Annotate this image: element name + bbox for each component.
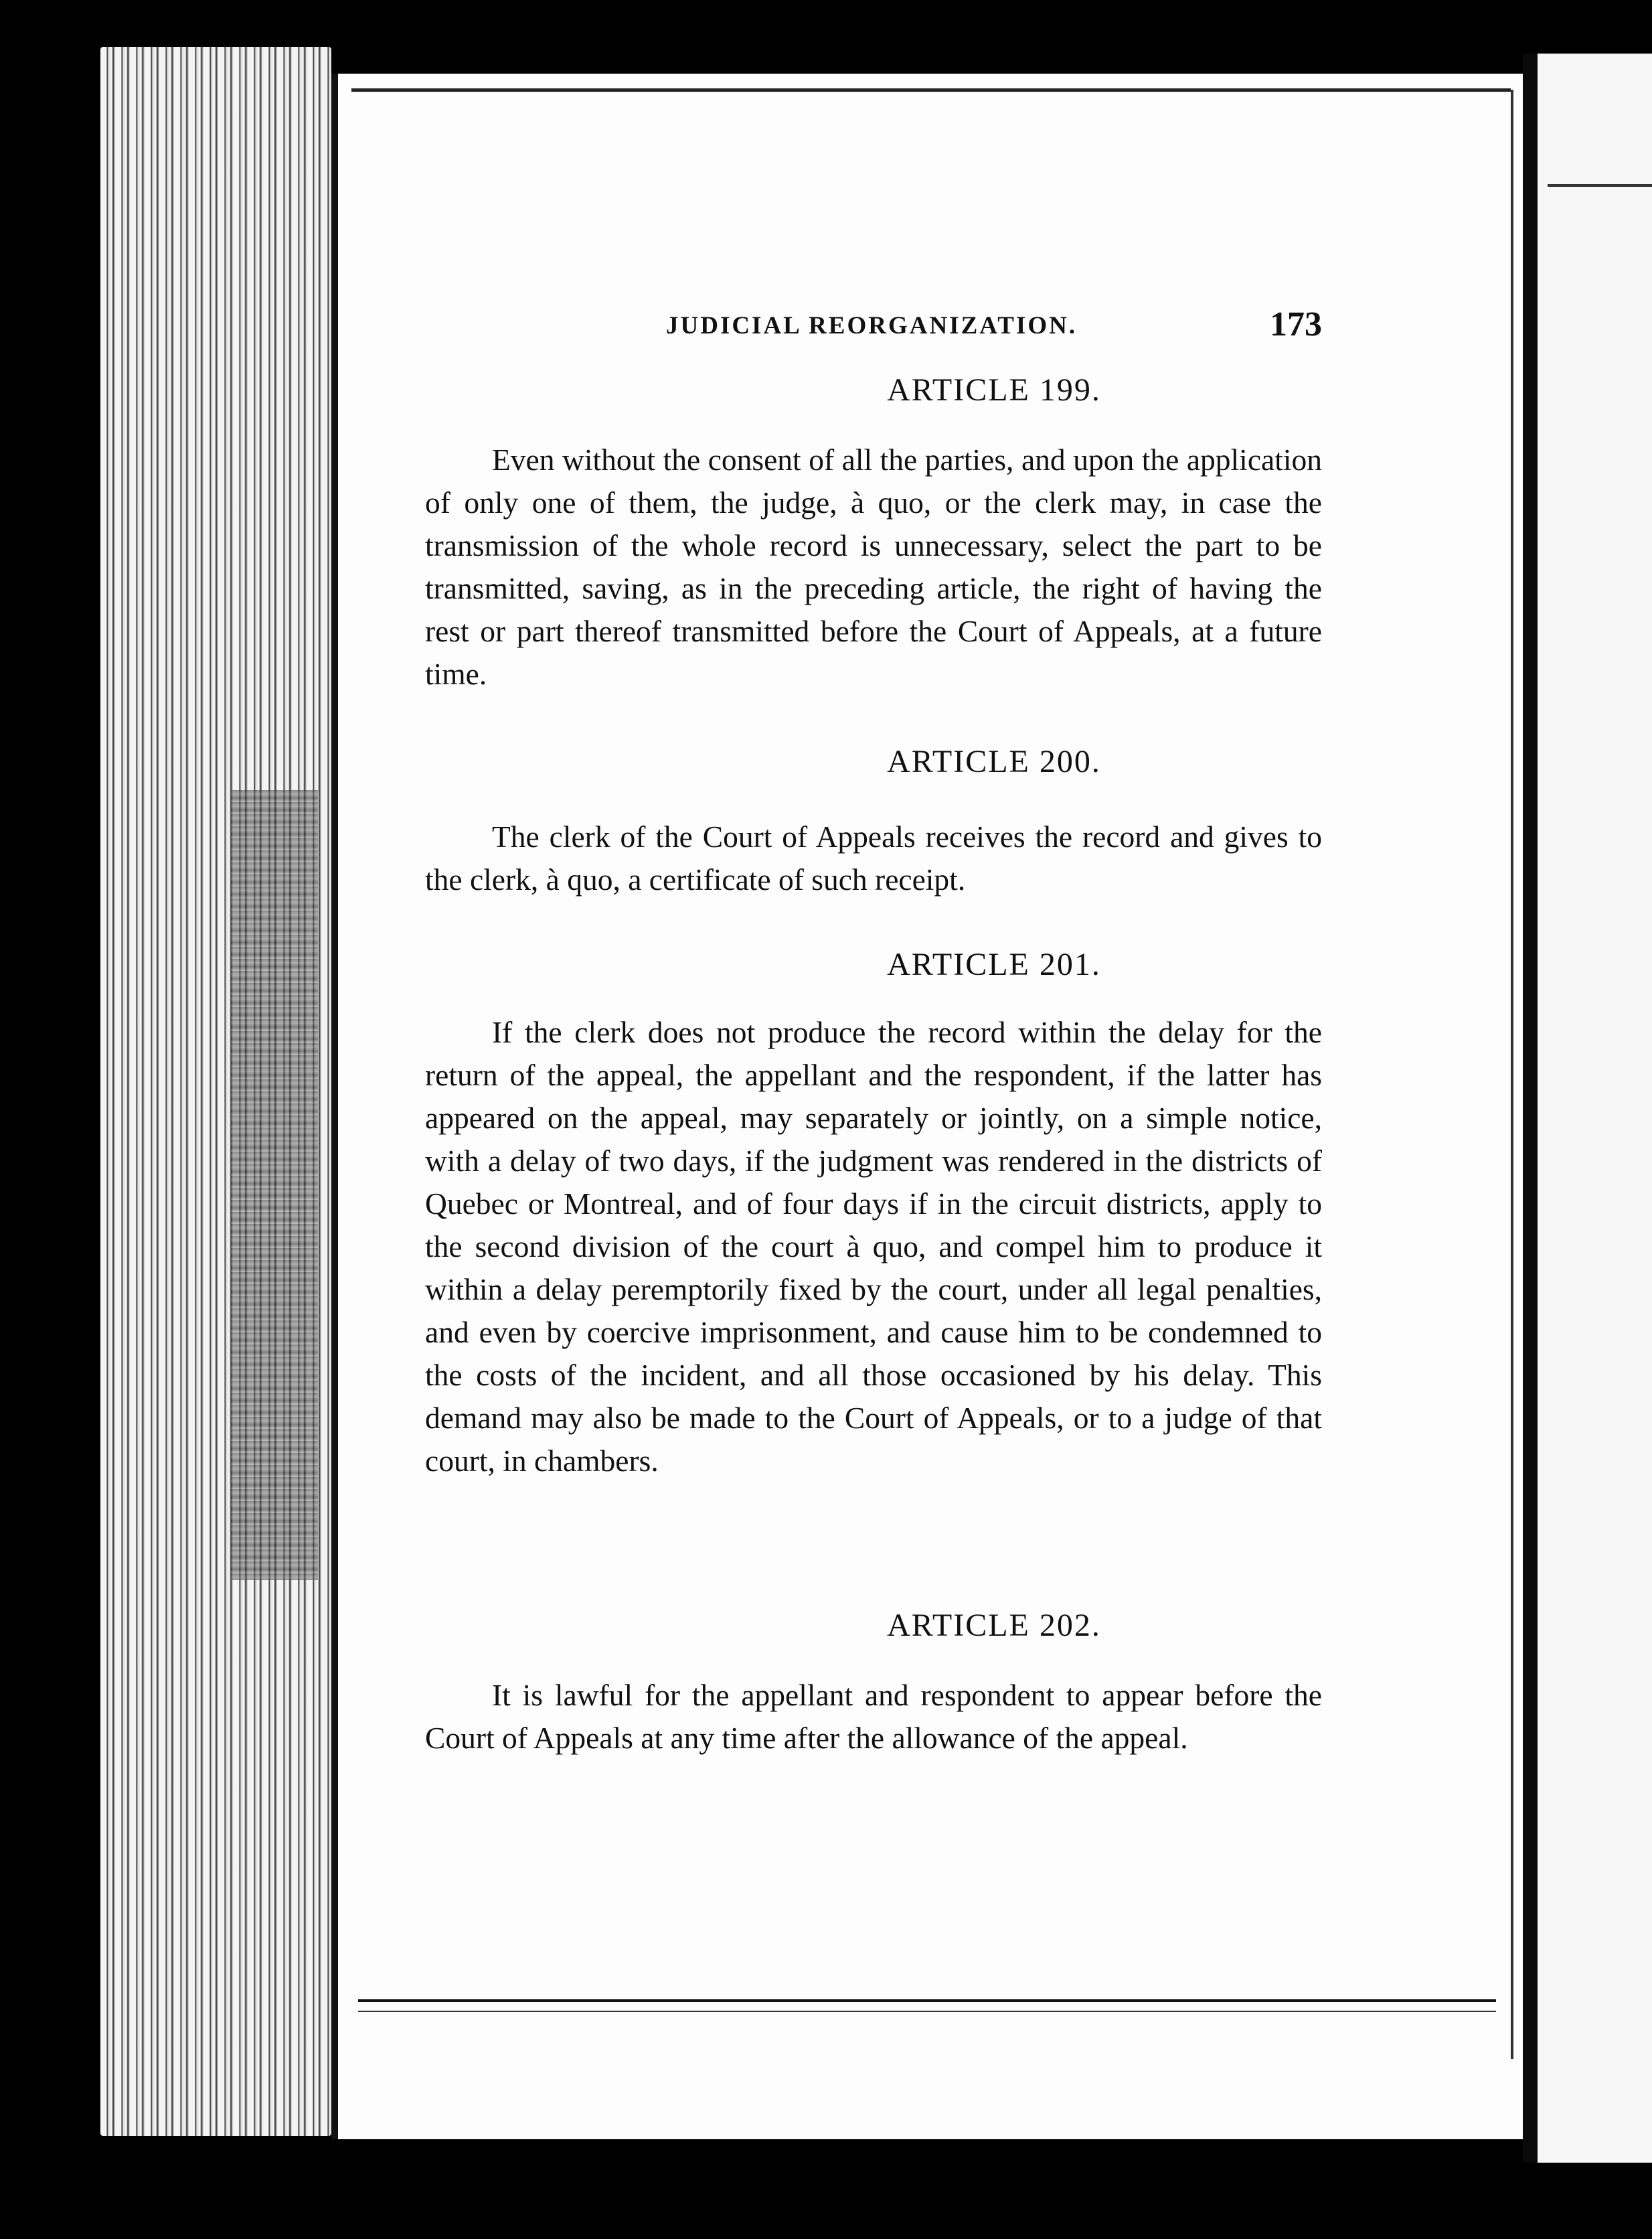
article-heading: ARTICLE 201.: [887, 947, 1101, 982]
article-heading: ARTICLE 202.: [887, 1608, 1101, 1643]
top-border-rule: [351, 88, 1511, 92]
bottom-border-rule-thin: [358, 2011, 1496, 2012]
article-heading: ARTICLE 199.: [887, 372, 1101, 408]
facing-page-rule: [1548, 184, 1652, 187]
article-body: [425, 1011, 1322, 1482]
article-heading: ARTICLE 200.: [887, 744, 1101, 779]
bottom-border-rule: [358, 1999, 1496, 2002]
running-head: [666, 305, 1322, 345]
right-border-rule: [1511, 90, 1513, 2059]
facing-page-edge: [1523, 54, 1652, 2163]
article-body: [425, 816, 1322, 901]
running-title: JUDICIAL REORGANIZATION.: [666, 312, 1078, 339]
article-text: If the clerk does not produce the record within the delay for the return of the appeal, the appellant and the respondent, if the latter has appeared on the appeal, may separately or jointly, on a simple notice, with a delay of two days, if the judgment was rendered in the districts of Quebec or Montreal, and of four days if in the circuit districts, apply to the second division of the court à quo, and compel him to produce it within a delay peremptorily fixed by the court, under all legal penalties, and even by coercive imprisonment, and cause him to be condemned to the costs of the incident, and all those occasioned by his delay. This demand may also be made to the Court of Appeals, or to a judge of that court, in chambers.: [425, 1015, 1322, 1478]
article-text: It is lawful for the appellant and respondent to appear before the Court of Appeals at any time after the allowance of the appeal.: [425, 1678, 1322, 1755]
page-edge-shadow: [231, 790, 318, 1580]
page-number: 173: [1270, 305, 1322, 343]
article-body: [425, 439, 1322, 696]
article-text: Even without the consent of all the parties, and upon the application of only one of them, the judge, à quo, or the clerk may, in case the transmission of the whole record is unnecessary, select the part to be transmitted, saving, as in the preceding article, the right of having the rest or part thereof transmitted before the Court of Appeals, at a future time.: [425, 443, 1322, 691]
article-text: The clerk of the Court of Appeals receives the record and gives to the clerk, à quo, a certificate of such receipt.: [425, 820, 1322, 897]
article-body: [425, 1674, 1322, 1760]
